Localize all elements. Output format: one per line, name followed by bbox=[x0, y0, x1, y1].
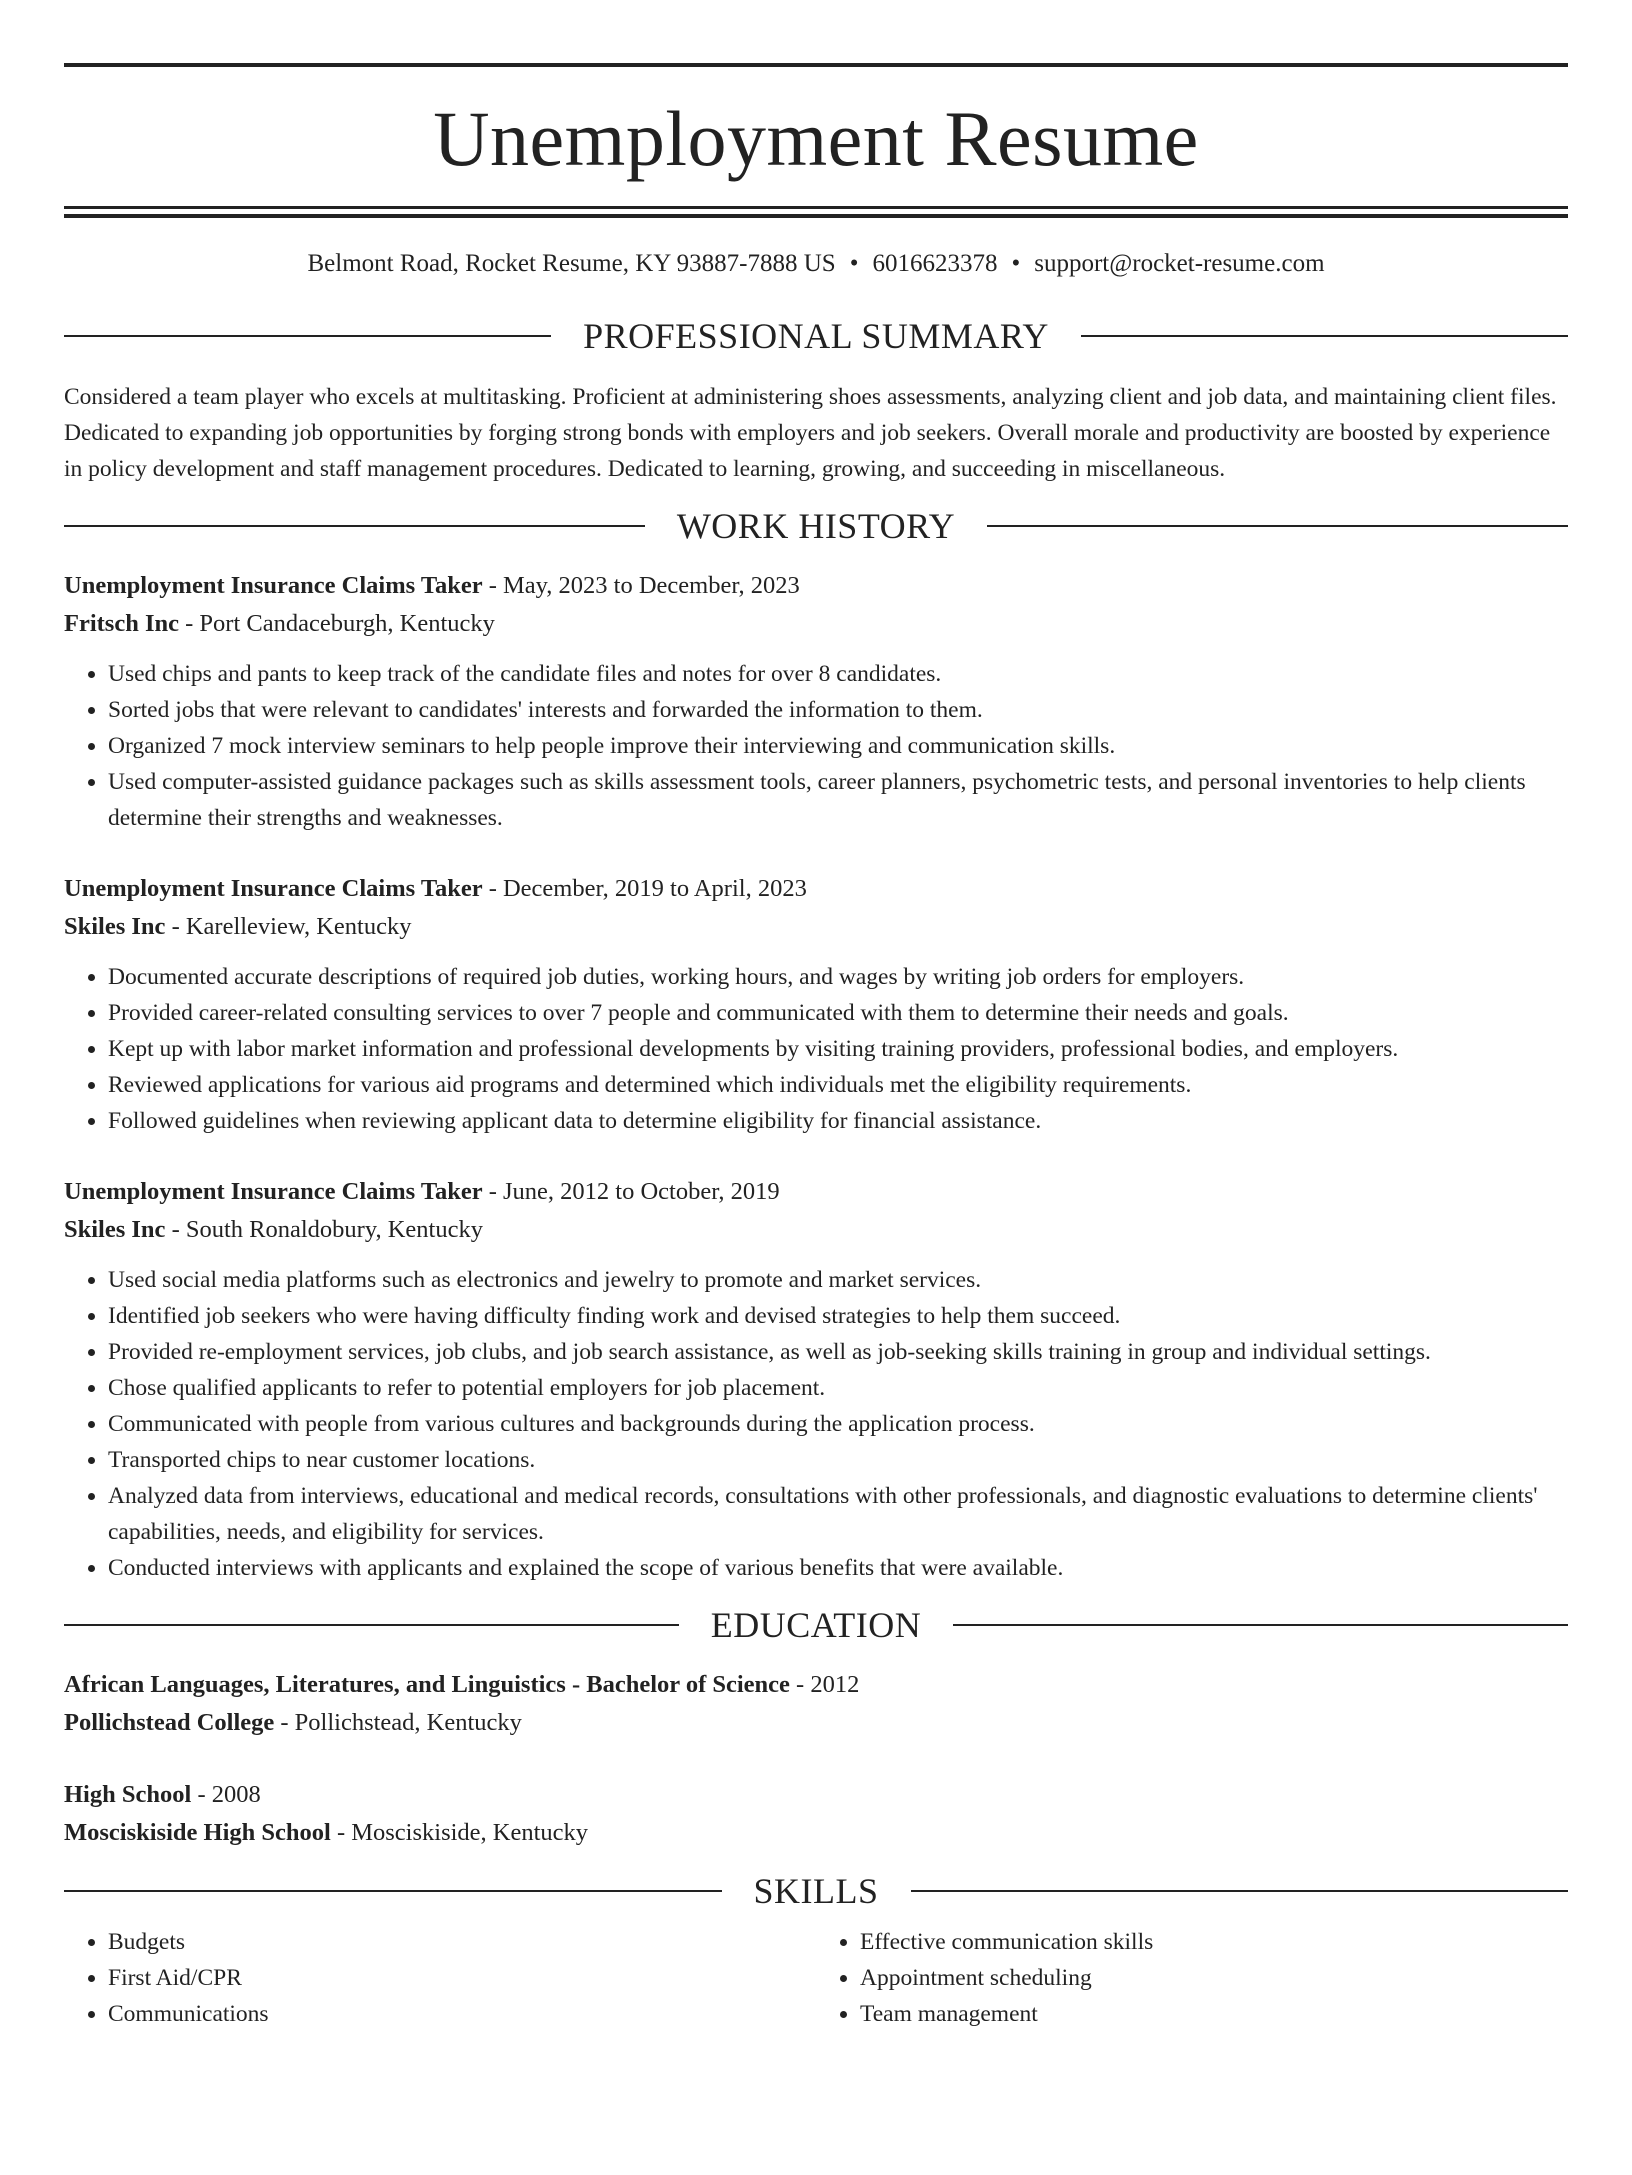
education-school: Pollichstead College bbox=[64, 1708, 275, 1736]
job-entry bbox=[64, 870, 1568, 1139]
section-heading-summary bbox=[64, 315, 1568, 356]
list-item: • Organized 7 mock interview seminars to help people improve their interviewing and communication skills. bbox=[108, 728, 1568, 764]
section-heading-label: SKILLS bbox=[753, 1870, 879, 1911]
job-title-line bbox=[64, 1173, 1568, 1211]
job-location: - South Ronaldobury, Kentucky bbox=[165, 1215, 483, 1243]
contact-address: Belmont Road, Rocket Resume, KY 93887-7888 US bbox=[307, 250, 836, 277]
list-item: • Sorted jobs that were relevant to candidates' interests and forwarded the information to them. bbox=[108, 692, 1568, 728]
list-item: • Effective communication skills bbox=[860, 1924, 1568, 1960]
job-company-line bbox=[64, 605, 1568, 643]
section-heading-label: PROFESSIONAL SUMMARY bbox=[583, 315, 1049, 356]
contact-separator: • bbox=[1011, 250, 1021, 277]
list-item: • Transported chips to near customer locations. bbox=[108, 1442, 1568, 1478]
job-location: - Karelleview, Kentucky bbox=[165, 912, 412, 940]
list-item: • Appointment scheduling bbox=[860, 1960, 1568, 1996]
section-heading-label: EDUCATION bbox=[710, 1604, 922, 1645]
title-double-rule bbox=[64, 206, 1568, 218]
education-school-line bbox=[64, 1704, 1568, 1742]
job-title: Unemployment Insurance Claims Taker bbox=[64, 571, 483, 599]
list-item: • Used social media platforms such as electronics and jewelry to promote and market services. bbox=[108, 1262, 1568, 1298]
education-school-line bbox=[64, 1814, 1568, 1852]
contact-phone: 6016623378 bbox=[872, 250, 998, 277]
job-entry bbox=[64, 567, 1568, 836]
education-degree-line bbox=[64, 1776, 1568, 1814]
job-title: Unemployment Insurance Claims Taker bbox=[64, 874, 483, 902]
job-dates: - December, 2019 to April, 2023 bbox=[482, 874, 807, 902]
skills-list-right bbox=[816, 1924, 1568, 2032]
list-item: • Budgets bbox=[108, 1924, 816, 1960]
list-item: • Team management bbox=[860, 1996, 1568, 2032]
education-year: - 2012 bbox=[789, 1670, 860, 1698]
job-entry bbox=[64, 1173, 1568, 1586]
education-school: Mosciskiside High School bbox=[64, 1818, 331, 1846]
job-bullets bbox=[64, 656, 1568, 836]
education-location: - Mosciskiside, Kentucky bbox=[330, 1818, 589, 1846]
list-item: • Communicated with people from various cultures and backgrounds during the application process. bbox=[108, 1406, 1568, 1442]
education-year: - 2008 bbox=[191, 1780, 261, 1808]
job-company: Fritsch Inc bbox=[64, 609, 179, 637]
section-heading-education bbox=[64, 1604, 1568, 1645]
list-item: • Followed guidelines when reviewing applicant data to determine eligibility for financial assistance. bbox=[108, 1103, 1568, 1139]
skills-grid bbox=[64, 1924, 1568, 2032]
job-company: Skiles Inc bbox=[64, 912, 166, 940]
resume-title: Unemployment Resume bbox=[433, 95, 1199, 182]
resume-page bbox=[0, 63, 1632, 2175]
skills-list-left bbox=[64, 1924, 816, 2032]
list-item: • Chose qualified applicants to refer to potential employers for job placement. bbox=[108, 1370, 1568, 1406]
job-company: Skiles Inc bbox=[64, 1215, 166, 1243]
contact-line bbox=[64, 248, 1568, 281]
section-heading-label: WORK HISTORY bbox=[676, 505, 956, 546]
list-item: • Reviewed applications for various aid programs and determined which individuals met the eligibility requirements. bbox=[108, 1067, 1568, 1103]
section-heading-skills bbox=[64, 1870, 1568, 1911]
education-degree-line bbox=[64, 1666, 1568, 1704]
list-item: • Used chips and pants to keep track of the candidate files and notes for over 8 candidates. bbox=[108, 656, 1568, 692]
job-bullets bbox=[64, 959, 1568, 1139]
education-entry bbox=[64, 1776, 1568, 1852]
contact-separator: • bbox=[849, 250, 859, 277]
summary-text: Considered a team player who excels at multitasking. Proficient at administering shoes assessments, analyzing client and job data, and maintaining client files. Dedicated to expanding job opportunities by forging strong bonds with employers and job seekers. Overall morale and productivity are boosted by experience in policy development and staff management procedures. Dedicated to learning, growing, and succeeding in miscellaneous. bbox=[64, 383, 1557, 482]
list-item: • Provided career-related consulting services to over 7 people and communicated with them to determine their needs and goals. bbox=[108, 995, 1568, 1031]
job-title: Unemployment Insurance Claims Taker bbox=[64, 1177, 483, 1205]
list-item: • Identified job seekers who were having difficulty finding work and devised strategies to help them succeed. bbox=[108, 1298, 1568, 1334]
job-dates: - June, 2012 to October, 2019 bbox=[482, 1177, 780, 1205]
top-rule bbox=[64, 63, 1568, 67]
job-company-line bbox=[64, 1211, 1568, 1249]
list-item: • Documented accurate descriptions of required job duties, working hours, and wages by writing job orders for employers. bbox=[108, 959, 1568, 995]
contact-email: support@rocket-resume.com bbox=[1034, 250, 1325, 277]
list-item: • Kept up with labor market information and professional developments by visiting training providers, professional bodies, and employers. bbox=[108, 1031, 1568, 1067]
list-item: • Conducted interviews with applicants and explained the scope of various benefits that were available. bbox=[108, 1550, 1568, 1586]
section-heading-work-history bbox=[64, 505, 1568, 546]
job-company-line bbox=[64, 908, 1568, 946]
list-item: • First Aid/CPR bbox=[108, 1960, 816, 1996]
education-location: - Pollichstead, Kentucky bbox=[274, 1708, 522, 1736]
list-item: • Provided re-employment services, job clubs, and job search assistance, as well as job-seeking skills training in group and individual settings. bbox=[108, 1334, 1568, 1370]
education-degree: African Languages, Literatures, and Linguistics - Bachelor of Science bbox=[64, 1670, 790, 1698]
education-degree: High School bbox=[64, 1780, 192, 1808]
job-bullets bbox=[64, 1262, 1568, 1586]
job-dates: - May, 2023 to December, 2023 bbox=[482, 571, 800, 599]
education-entry bbox=[64, 1666, 1568, 1742]
job-title-line bbox=[64, 870, 1568, 908]
job-title-line bbox=[64, 567, 1568, 605]
list-item: • Analyzed data from interviews, educational and medical records, consultations with other professionals, and diagnostic evaluations to determine clients' capabilities, needs, and eligibility for services. bbox=[108, 1478, 1568, 1550]
list-item: • Communications bbox=[108, 1996, 816, 2032]
list-item: • Used computer-assisted guidance packages such as skills assessment tools, career planners, psychometric tests, and personal inventories to help clients determine their strengths and weaknesses. bbox=[108, 764, 1568, 836]
job-location: - Port Candaceburgh, Kentucky bbox=[179, 609, 495, 637]
